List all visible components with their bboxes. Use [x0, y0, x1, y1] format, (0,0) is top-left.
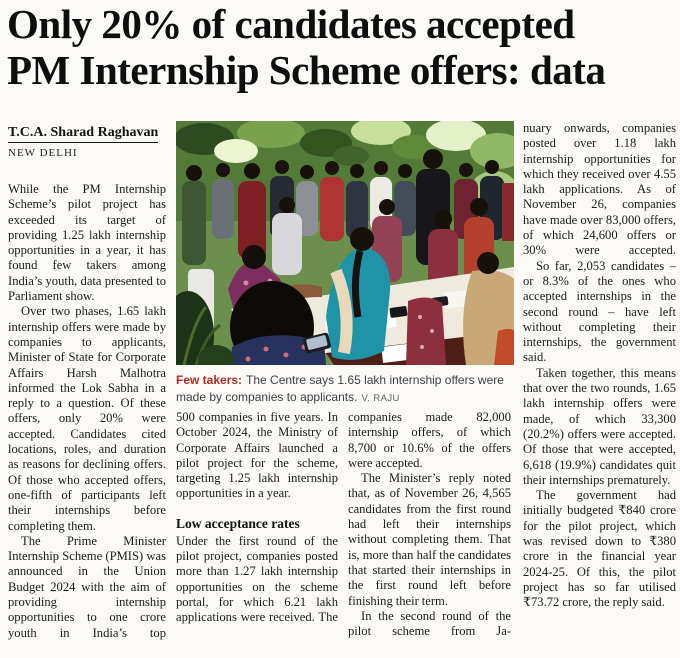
- paragraph: Under the first round of the pilot project, companies posted more than 1.27 lakh internship opportunities on the scheme portal, for which 6.21 lakh applications were received. The: [176, 533, 338, 625]
- photo-caption: [176, 372, 514, 407]
- caption-kicker: Few takers:: [176, 373, 243, 387]
- subheading: Low acceptance rates: [176, 515, 300, 531]
- dateline: NEW DELHI: [8, 147, 78, 159]
- article-column-4: [523, 121, 676, 658]
- headline-line-2: PM Internship Scheme offers: data: [7, 47, 606, 93]
- byline-author: T.C.A. Sharad Raghavan: [8, 125, 158, 143]
- paragraph: While the PM Internship Scheme’s pilot project has exceeded its target of providing 1.25 lakh internship opportunities in a year, it has found few takers among India’s youth, data presented to Parliament show.: [8, 182, 166, 304]
- paragraph: Taken together, this means that over the two rounds, 1.65 lakh internship offers were made, of which 33,300 (20.2%) offers were accepted. Of those that were accepted, 6,618 (19.9%) candidates quit their internships prematurely.: [523, 365, 676, 487]
- paragraph: Over two phases, 1.65 lakh internship offers were made by companies to applicants, Minister of State for Corporate Affairs Harsh Malhotra informed the Lok Sabha in a reply to a question. Of these offers, only 20% were accepted. Candidates cited locations, roles, and duration as reasons for declining offers. Of those who accepted offers, one-fifth of participants left their internships before completing them.: [8, 304, 166, 533]
- photo-credit: V. RAJU: [361, 392, 400, 404]
- paragraph: nuary onwards, companies posted over 1.18 lakh internship opportunities for which they received over 4.55 lakh applications. As of November 26, companies have made over 83,000 offers, of which 24,600 offers or 30% were accepted.: [523, 121, 676, 258]
- article-column-1: [8, 182, 166, 658]
- paragraph: The Minister’s reply noted that, as of November 26, 4,565 candidates from the first round had left their internships without completing them. That is, more than half the candidates that started their internships in the first round left before finishing their term.: [348, 471, 511, 608]
- byline-block: [8, 123, 168, 159]
- caption-text: The Centre says 1.65 lakh internship offers were made by companies to applicants.: [176, 373, 504, 404]
- paragraph: So far, 2,053 candidates – or 8.3% of the ones who accepted internships in the second round – have left without completing their internships, the government said.: [523, 258, 676, 365]
- article-column-3: [348, 410, 511, 658]
- paragraph: In the second round of the pilot scheme from Ja-: [348, 608, 511, 639]
- headline-line-1: Only 20% of candidates accepted: [7, 1, 575, 47]
- page-title: [7, 1, 679, 99]
- crowd-photo: [176, 121, 514, 365]
- paragraph: The government had initially budgeted ₹840 crore for the pilot project, which was revised down to ₹380 crore in the financial year 2024-25. Of this, the pilot project has so far utilised ₹73.72 crore, the reply said.: [523, 488, 676, 610]
- paragraph: The Prime Minister Internship Scheme (PMIS) was announced in the Union Budget 2024 with the aim of providing internship opportunities to one crore youth in India’s top: [8, 533, 166, 640]
- article-photo: [176, 121, 514, 407]
- paragraph: 500 companies in five years. In October 2024, the Ministry of Corporate Affairs launched a pilot project for the scheme, targeting 1.25 lakh internship opportunities in a year.: [176, 410, 338, 501]
- paragraph: companies made 82,000 internship offers, of which 8,700 or 10.6% of the offers were accepted.: [348, 410, 511, 470]
- article-column-2: [176, 410, 338, 658]
- crowd-photo-illustration: [176, 121, 514, 365]
